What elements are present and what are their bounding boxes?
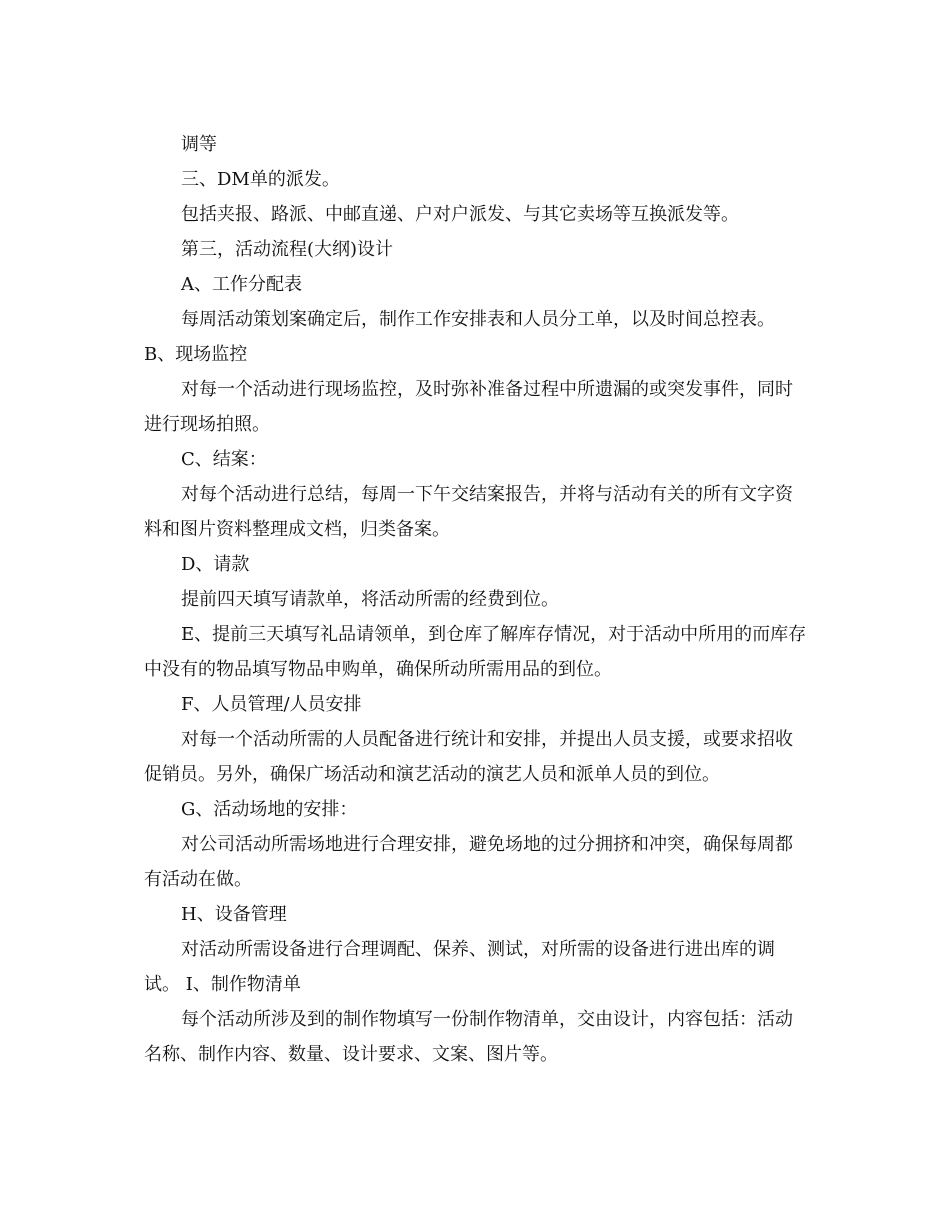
paragraph-continuation: 调等 [181, 134, 217, 155]
paragraph-staff-management: 对每一个活动所需的人员配备进行统计和安排，并提出人员支援，或要求招收促销员。另外，确保广场活动和演艺活动的演艺人员和派单人员的到位。 [144, 729, 793, 785]
subheading-closing: C、结案： [181, 449, 267, 470]
subheading-staff-management: F、人员管理/人员安排 [181, 694, 362, 715]
document-body [144, 127, 810, 1072]
paragraph-production-list: 每个活动所涉及到的制作物填写一份制作物清单，交由设计，内容包括：活动名称、制作内容、数量、设计要求、文案、图片等。 [144, 1009, 793, 1065]
paragraph-dm-methods: 包括夹报、路派、中邮直递、户对户派发、与其它卖场等互换派发等。 [181, 204, 739, 225]
subheading-equipment-management: H、设备管理 [181, 904, 287, 925]
paragraph-gift-requisition: E、提前三天填写礼品请领单，到仓库了解库存情况，对于活动中所用的而库存中没有的物品填写物品申购单，确保所动所需用品的到位。 [144, 624, 807, 680]
paragraph-work-allocation: 每周活动策划案确定后，制作工作安排表和人员分工单，以及时间总控表。 [181, 309, 775, 330]
paragraph-closing: 对每个活动进行总结，每周一下午交结案报告，并将与活动有关的所有文字资料和图片资料整理成文档，归类备案。 [144, 484, 793, 540]
paragraph-dm-heading: 三、DM单的派发。 [181, 169, 340, 190]
paragraph-equipment-management: 对活动所需设备进行合理调配、保养、测试，对所需的设备进行进出库的调试。 I、制作物清单 [144, 939, 775, 995]
section-heading-activity-flow: 第三，活动流程(大纲)设计 [181, 239, 394, 260]
subheading-site-monitoring: B、现场监控 [144, 344, 248, 365]
subheading-work-allocation: A、工作分配表 [181, 274, 302, 295]
subheading-funding-request: D、请款 [181, 554, 250, 575]
paragraph-venue-arrangement: 对公司活动所需场地进行合理安排，避免场地的过分拥挤和冲突，确保每周都有活动在做。 [144, 834, 793, 890]
subheading-venue-arrangement: G、活动场地的安排： [181, 799, 358, 820]
paragraph-funding-request: 提前四天填写请款单，将活动所需的经费到位。 [181, 589, 559, 610]
paragraph-site-monitoring: 对每一个活动进行现场监控，及时弥补准备过程中所遗漏的或突发事件，同时进行现场拍照。 [144, 379, 793, 435]
